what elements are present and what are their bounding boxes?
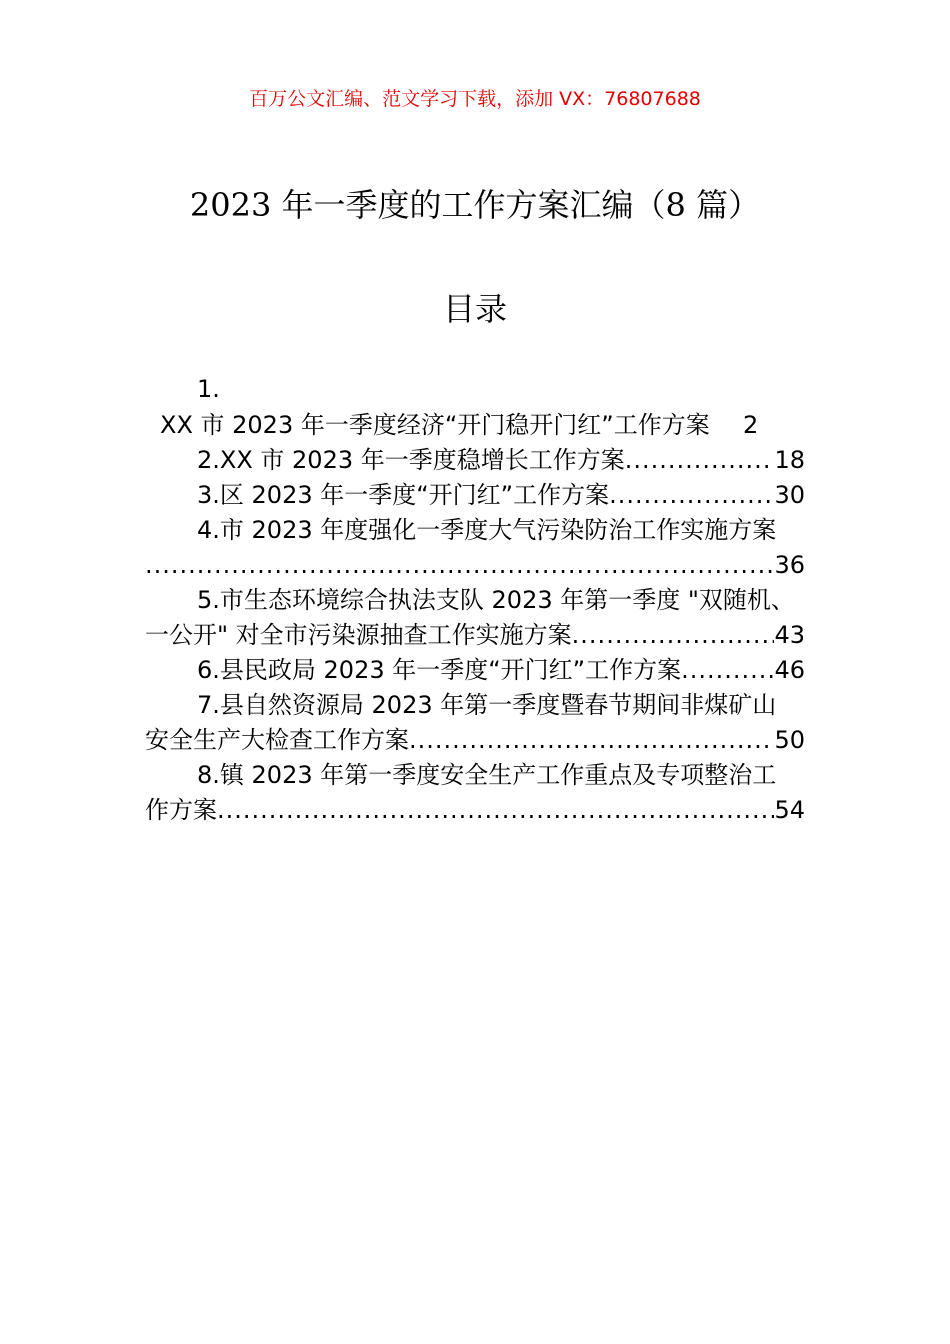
- toc-entry-8-page: 54: [774, 796, 805, 824]
- toc-entry-1-text: XX 市 2023 年一季度经济“开门稳开门红”工作方案: [160, 411, 710, 439]
- toc-leader-dots: [145, 550, 774, 580]
- toc-leader-dots: [681, 655, 774, 685]
- toc-entry-7-text[interactable]: 7.县自然资源局 2023 年第一季度暨春节期间非煤矿山: [197, 691, 777, 719]
- toc-entry-4-leader[interactable]: [145, 550, 805, 580]
- toc-entry-5[interactable]: [145, 620, 805, 650]
- toc-leader-dots: [625, 445, 775, 475]
- toc-leader-dots: [217, 795, 774, 825]
- toc-entry-8[interactable]: [145, 795, 805, 825]
- toc-entry-7[interactable]: [145, 725, 805, 755]
- toc-entry-8-text-line2: 作方案: [145, 796, 217, 824]
- toc-entry-4-text[interactable]: 4.市 2023 年度强化一季度大气污染防治工作实施方案: [197, 516, 777, 544]
- toc-entry-1-number: 1.: [197, 375, 220, 403]
- toc-entry-7-text-line2: 安全生产大检查工作方案: [145, 726, 409, 754]
- toc-entry-3-text: 3.区 2023 年一季度“开门红”工作方案: [197, 481, 610, 509]
- toc-entry-5-text-line2: 一公开" 对全市污染源抽查工作实施方案: [145, 621, 572, 649]
- document-title: 2023 年一季度的工作方案汇编（8 篇）: [189, 186, 761, 224]
- toc-leader-dots: [409, 725, 774, 755]
- toc-leader-dots: [572, 620, 775, 650]
- toc-entry-2[interactable]: [145, 445, 805, 475]
- toc-entry-7-page: 50: [774, 726, 805, 754]
- toc-entry-4-page: 36: [774, 551, 805, 579]
- toc-entry-2-page: 18: [774, 446, 805, 474]
- toc-leader-dots: [609, 480, 774, 510]
- toc-entry-1-page: 2: [743, 411, 759, 439]
- toc-entry-6-page: 46: [774, 656, 805, 684]
- toc-entry-5-text[interactable]: 5.市生态环境综合执法支队 2023 年第一季度 "双随机、: [197, 586, 795, 614]
- toc-entry-8-text[interactable]: 8.镇 2023 年第一季度安全生产工作重点及专项整治工: [197, 761, 777, 789]
- toc-entry-3-page: 30: [774, 481, 805, 509]
- watermark-text: 百万公文汇编、范文学习下载，添加 VX：76807688: [249, 88, 701, 110]
- toc-entry-1[interactable]: [160, 410, 758, 440]
- toc-entry-6-text: 6.县民政局 2023 年一季度“开门红”工作方案: [197, 656, 682, 684]
- toc-entry-2-text: 2.XX 市 2023 年一季度稳增长工作方案: [197, 446, 625, 474]
- toc-entry-6[interactable]: [145, 655, 805, 685]
- toc-entry-5-page: 43: [774, 621, 805, 649]
- toc-entry-3[interactable]: [145, 480, 805, 510]
- toc-heading: 目录: [442, 290, 507, 328]
